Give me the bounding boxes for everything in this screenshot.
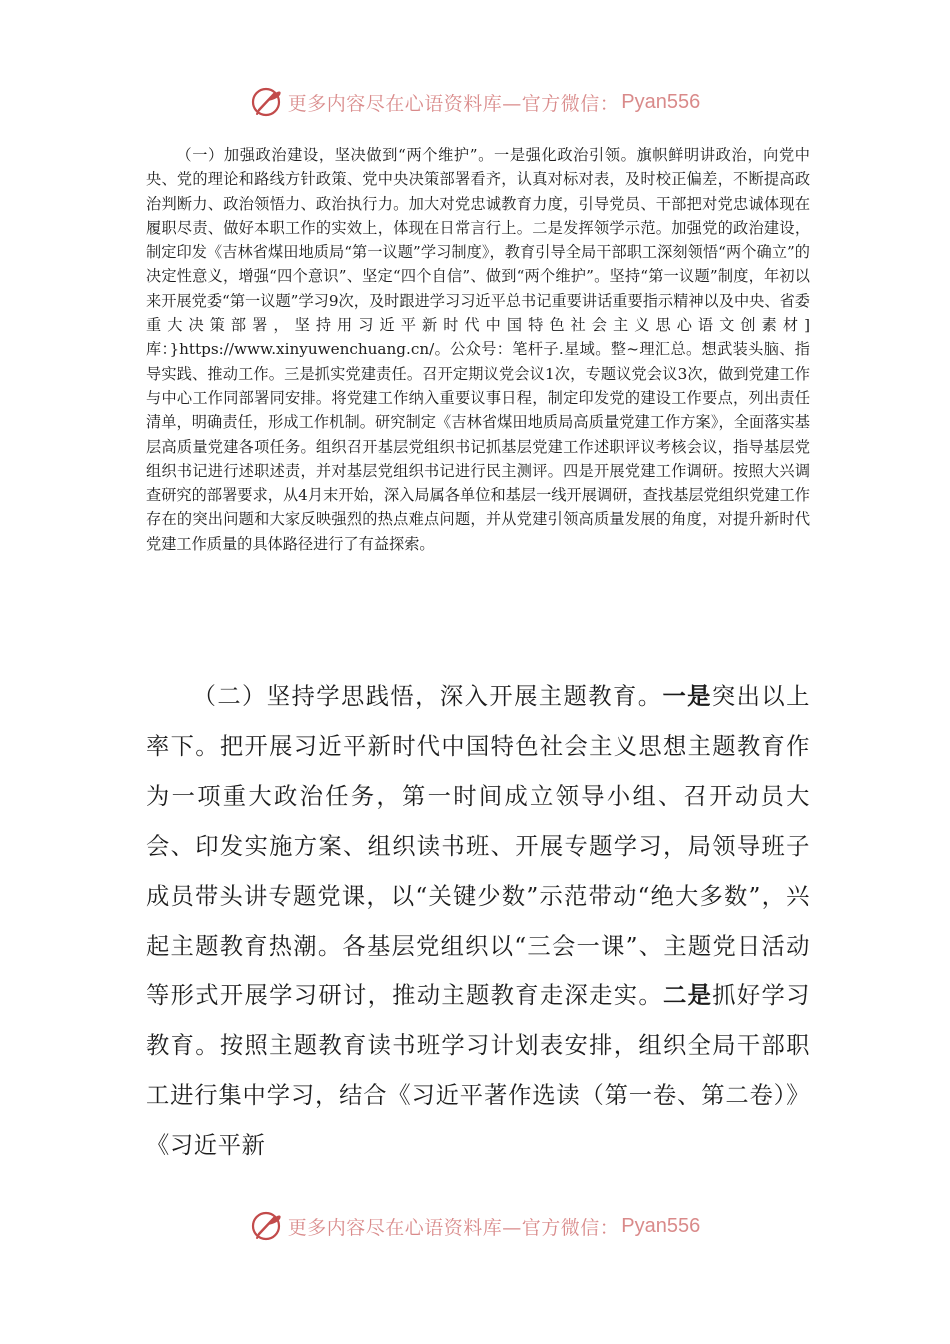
quill-logo-icon [250,85,284,119]
section-2-text-2: 抓好学习教育。按照主题教育读书班学习计划表安排，组织全局干部职工进行集中学习，结合《习近平著作选读（第一卷、第二卷）》《习近平新 [146,982,811,1160]
watermark-header [0,82,950,122]
watermark-text: 更多内容尽在心语资料库—官方微信： [287,1216,620,1239]
section-1-paragraph: （一）加强政治建设，坚决做到“两个维护”。一是强化政治引领。旗帜鲜明讲政治，向党中央、党的理论和路线方针政策、党中央决策部署看齐，认真对标对表，及时校正偏差，不断提高政治判断力、政治领悟力、政治执行力。加大对党忠诚教育力度，引导党员、干部把对党忠诚体现在履职尽责、做好本职工作的实效上，体现在日常言行上。二是发挥领学示范。加强党的政治建设，制定印发《吉林省煤田地质局“第一议题”学习制度》，教育引导全局干部职工深刻领悟“两个确立”的决定性意义，增强“四个意识”、坚定“四个自信”、做到“两个维护”。坚持“第一议题”制度，年初以来开展党委“第一议题”学习9次，及时跟进学习习近平总书记重要讲话重要指示精神以及中央、省委重大决策部署，坚持用习近平新时代中国特色社会主义思心语文创素材]库：}https://www.xinyuwenchuang.cn/。公众号：笔杆子.星域。整~理汇总。想武装头脑、指导实践、推动工作。三是抓实党建责任。召开定期议党会议1次，专题议党会议3次，做到党建工作与中心工作同部署同安排。将党建工作纳入重要议事日程，制定印发党的建设工作要点，列出责任清单，明确责任，形成工作机制。研究制定《吉林省煤田地质局高质量党建工作方案》，全面落实基层高质量党建各项任务。组织召开基层党组织书记抓基层党建工作述职评议考核会议，指导基层党组织书记进行述职述责，并对基层党组织书记进行民主测评。四是开展党建工作调研。按照大兴调查研究的部署要求，从4月末开始，深入局属各单位和基层一线开展调研，查找基层党组织党建工作存在的突出问题和大家反映强烈的热点难点问题，并从党建引领高质量发展的角度，对提升新时代党建工作质量的具体路径进行了有益探索。 [146,146,810,553]
section-2-heading: （二）坚持学思践悟，深入开展主题教育。 [192,683,663,710]
quill-logo-icon [250,1209,284,1243]
watermark-wechat-id: Pyan556 [621,90,701,113]
section-2-text-1: 突出以上率下。把开展习近平新时代中国特色社会主义思想主题教育作为一项重大政治任务，第一时间成立领导小组、召开动员大会、印发实施方案、组织读书班、开展专题学习，局领导班子成员带头讲专题党课，以“关键少数”示范带动“绝大多数”，兴起主题教育热潮。各基层党组织以“三会一课”、主题党日活动等形式开展学习研讨，推动主题教育走深走实。 [146,683,811,1010]
section-2-paragraph [146,672,810,1171]
point-marker-1: 一是 [662,683,712,710]
watermark-wechat-id: Pyan556 [621,1214,701,1237]
watermark-text: 更多内容尽在心语资料库—官方微信： [287,92,620,115]
watermark-footer [0,1206,950,1246]
point-marker-2: 二是 [663,982,713,1010]
